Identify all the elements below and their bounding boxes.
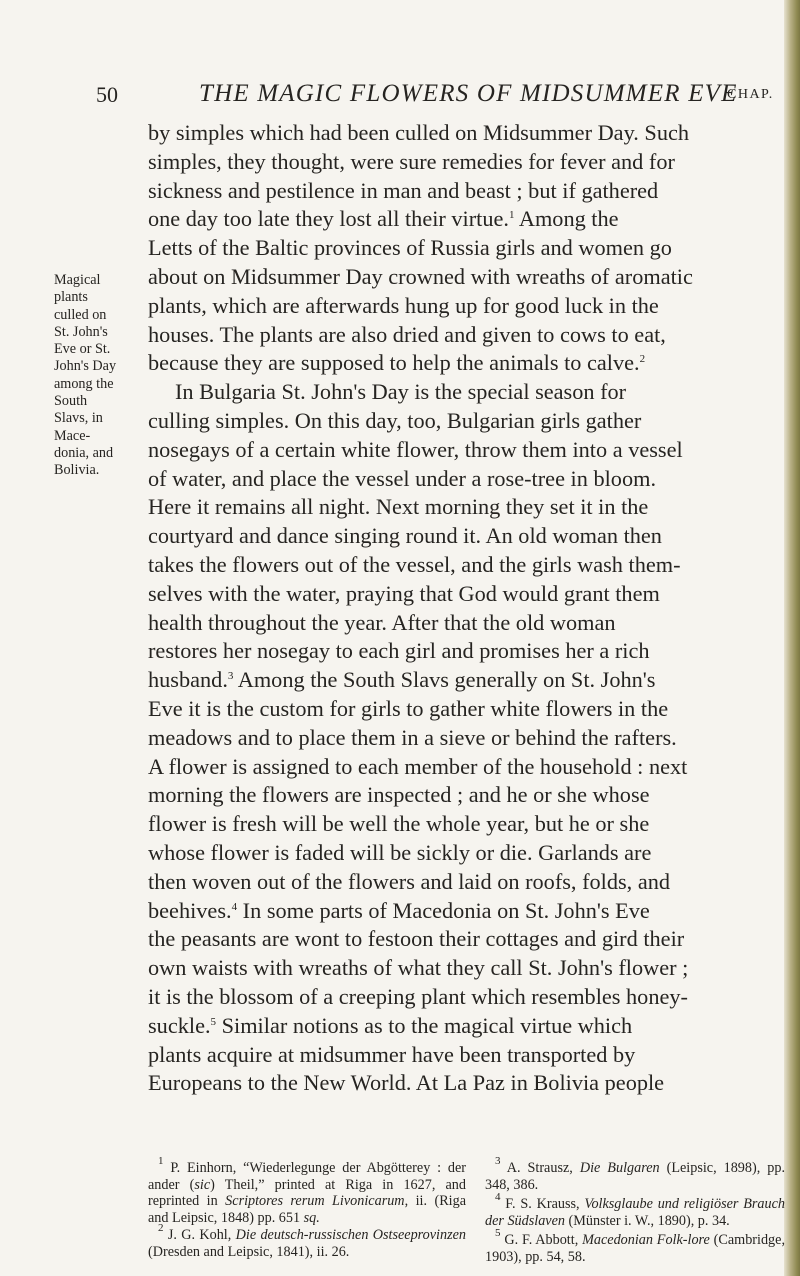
text-line — [148, 234, 800, 263]
line-text: the peasants are wont to festoon their cottages and gird their — [148, 926, 685, 952]
text-line — [148, 148, 800, 177]
sidenote-line: culled on — [54, 306, 107, 323]
footnote-ref: 4 — [231, 900, 238, 913]
line-text: flower is fresh will be well the whole year, but he or she — [148, 811, 650, 837]
text-line — [148, 580, 800, 609]
footnote-title: Volksglaube und religiöser Brauch der Südslaven — [485, 1196, 785, 1229]
line-text: culling simples. On this day, too, Bulgarian girls gather — [148, 407, 642, 433]
text-line — [148, 378, 800, 407]
sidenote-line: donia, and — [54, 444, 114, 461]
text-line — [148, 753, 800, 782]
text-line — [148, 839, 800, 868]
text-line — [148, 551, 800, 580]
text-line — [148, 897, 800, 926]
text-line — [148, 810, 800, 839]
text-line — [148, 695, 800, 724]
line-text: selves with the water, praying that God would grant them — [148, 580, 660, 606]
text-line — [148, 868, 800, 897]
sidenote-line: St. John's — [54, 323, 108, 340]
footnote-ref: 5 — [210, 1015, 217, 1028]
line-text-cont: Similar notions as to the magical virtue which — [216, 1012, 633, 1038]
footnote — [485, 1191, 785, 1229]
line-text: plants acquire at midsummer have been transported by — [148, 1041, 636, 1067]
text-line — [148, 983, 800, 1012]
footnote-mark: 5 — [495, 1227, 501, 1240]
margin-sidenote — [54, 272, 146, 480]
text-line — [148, 637, 800, 666]
sidenote-line: among the — [54, 375, 114, 392]
footnote-text: F. S. Krauss, — [500, 1196, 585, 1213]
line-text: sickness and pestilence in man and beast ; but if gathered — [148, 177, 659, 203]
footnote-mark: 1 — [158, 1155, 164, 1167]
sidenote-line: Mace- — [54, 427, 91, 444]
footnote-text: (Cambridge, 1903), pp. 54, 58. — [485, 1232, 785, 1265]
sidenote-line: Bolivia. — [54, 462, 100, 479]
footnote-text: G. F. Abbott, — [500, 1232, 583, 1249]
text-line — [148, 493, 800, 522]
line-text: A flower is assigned to each member of the household : next — [148, 753, 688, 779]
footnote — [148, 1155, 466, 1226]
running-header — [96, 80, 786, 114]
line-text: plants, which are afterwards hung up for good luck in the — [148, 292, 659, 318]
footnote-mark: 3 — [495, 1155, 501, 1167]
line-text: morning the flowers are inspected ; and he or she whose — [148, 782, 650, 808]
text-line — [148, 781, 800, 810]
line-text: health throughout the year. After that the old woman — [148, 609, 616, 635]
footnotes-right-column — [485, 1155, 785, 1269]
sidenote-line: Eve or St. — [54, 341, 111, 358]
footnote-text: (Münster i. W., 1890), p. 34. — [565, 1212, 730, 1229]
text-line — [148, 1012, 800, 1041]
footnote-text: ) Theil,” printed at Riga in 1627, and reprinted in — [148, 1176, 466, 1210]
body-text — [148, 119, 800, 1098]
text-line — [148, 666, 800, 695]
footnote-title: Macedonian Folk-lore — [582, 1232, 710, 1249]
footnote-text: P. Einhorn, “Wiederlegunge der Abgötterey : der ander ( — [148, 1160, 466, 1193]
line-text: simples, they thought, were sure remedies for fever and for — [148, 148, 675, 174]
footnote-ref: 3 — [227, 670, 234, 683]
text-line — [148, 349, 800, 378]
text-line — [148, 205, 800, 234]
line-text: because they are supposed to help the animals to calve. — [148, 350, 640, 376]
text-line — [148, 119, 800, 148]
text-line — [148, 954, 800, 983]
line-text-cont: Among the South Slavs generally on St. John's — [233, 667, 656, 693]
footnote-title: Die Bulgaren — [579, 1160, 660, 1176]
running-title: THE MAGIC FLOWERS OF MIDSUMMER EVE — [199, 80, 738, 107]
footnote — [485, 1155, 785, 1193]
line-text: Here it remains all night. Next morning they set it in the — [148, 494, 649, 520]
sidenote-line: Slavs, in — [54, 410, 103, 427]
sidenote-line: South — [54, 393, 88, 410]
page-number: 50 — [96, 82, 118, 107]
footnote-text: A. Strausz, — [500, 1160, 580, 1176]
line-text: beehives. — [148, 897, 232, 923]
text-line — [148, 522, 800, 551]
line-text: takes the flowers out of the vessel, and the girls wash them- — [148, 551, 681, 577]
chapter-abbrev: CHAP. — [727, 87, 774, 102]
footnote-text: , ii. (Riga and Leipsic, 1848) pp. 651 — [148, 1193, 466, 1226]
line-text: own waists with wreaths of what they call St. John's flower ; — [148, 955, 689, 981]
text-line — [148, 177, 800, 206]
footnote-ref: 2 — [639, 353, 646, 366]
line-text: Europeans to the New World. At La Paz in Bolivia people — [148, 1070, 665, 1096]
line-text: then woven out of the flowers and laid on roofs, folds, and — [148, 868, 671, 894]
line-text: about on Midsummer Day crowned with wreaths of aromatic — [148, 263, 693, 289]
line-text: one day too late they lost all their virtue. — [148, 206, 509, 232]
line-text: husband. — [148, 667, 228, 693]
line-text: Eve it is the custom for girls to gather white flowers in the — [148, 695, 669, 721]
sidenote-line: John's Day — [54, 358, 117, 375]
line-text: it is the blossom of a creeping plant which resembles honey- — [148, 983, 688, 1009]
line-text: restores her nosegay to each girl and promises her a rich — [148, 638, 650, 664]
line-text: suckle. — [148, 1012, 211, 1038]
footnote-text: (Leipsic, 1898), pp. 348, 386. — [485, 1160, 785, 1193]
footnote-mark: 2 — [158, 1222, 164, 1235]
line-text: nosegays of a certain white flower, throw them into a vessel — [148, 436, 683, 462]
line-text: meadows and to place them in a sieve or behind the rafters. — [148, 724, 677, 750]
text-line — [148, 292, 800, 321]
line-text: whose flower is faded will be sickly or die. Garlands are — [148, 839, 652, 865]
footnote-ref: 1 — [509, 209, 515, 222]
line-text: houses. The plants are also dried and given to cows to eat, — [148, 321, 666, 347]
footnote-title: sq. — [303, 1209, 320, 1226]
footnote-text: (Dresden and Leipsic, 1841), ii. 26. — [148, 1243, 350, 1260]
footnote-title: sic — [194, 1176, 211, 1193]
line-text: by simples which had been culled on Midsummer Day. Such — [148, 120, 690, 145]
text-line — [148, 465, 800, 494]
line-text: Letts of the Baltic provinces of Russia girls and women go — [148, 235, 672, 261]
text-line — [148, 925, 800, 954]
line-text: of water, and place the vessel under a rose-tree in bloom. — [148, 465, 657, 491]
footnote — [485, 1227, 785, 1265]
sidenote-line: plants — [54, 289, 88, 306]
text-line — [148, 609, 800, 638]
footnote-title: Die deutsch-russischen Ostseeprovinzen — [235, 1227, 466, 1244]
line-text-cont: In some parts of Macedonia on St. John's Eve — [237, 897, 650, 923]
footnote-title: Scriptores rerum Livonicarum — [225, 1193, 405, 1210]
sidenote-line: Magical — [54, 272, 101, 288]
text-line — [148, 724, 800, 753]
line-text: courtyard and dance singing round it. An old woman then — [148, 523, 662, 549]
line-text: In Bulgaria St. John's Day is the special season for — [175, 379, 627, 405]
line-text-cont: Among the — [514, 206, 619, 232]
text-line — [148, 407, 800, 436]
footnotes-left-column — [148, 1155, 466, 1262]
footnote — [148, 1222, 466, 1260]
text-line — [148, 321, 800, 350]
footnote-mark: 4 — [495, 1191, 501, 1204]
text-line — [148, 1041, 800, 1070]
footnote-text: J. G. Kohl, — [163, 1227, 236, 1244]
text-line — [148, 436, 800, 465]
text-line — [148, 263, 800, 292]
text-line — [148, 1069, 800, 1098]
